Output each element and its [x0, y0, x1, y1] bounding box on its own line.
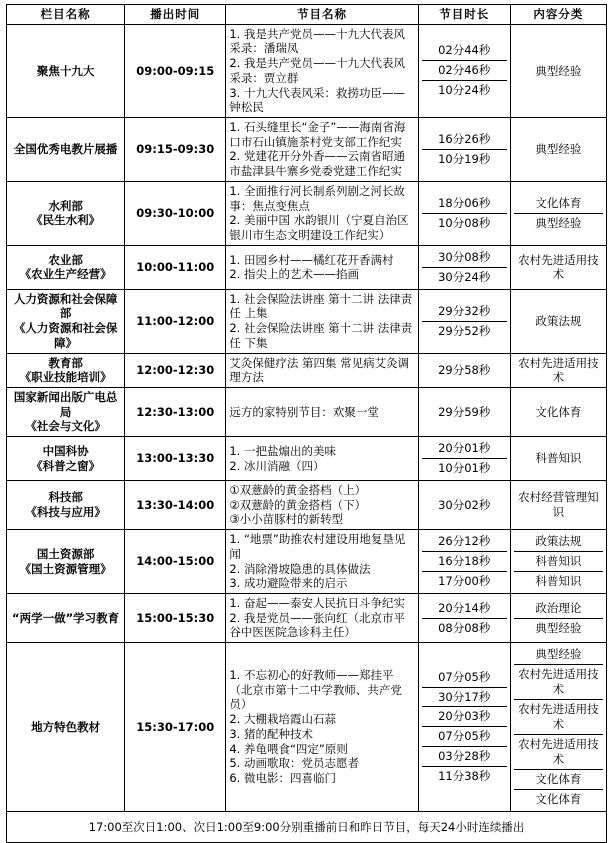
- program-title: 3. 成功避险带来的启示: [229, 576, 348, 591]
- program-duration: 07分05秒: [422, 726, 507, 746]
- program-titles: [226, 481, 418, 530]
- program-duration: 29分52秒: [422, 321, 507, 341]
- program-column-name-line: 《科技与应用》: [25, 505, 106, 520]
- program-durations: [418, 24, 510, 117]
- program-category: 文化体育: [514, 789, 603, 809]
- program-column-name-line: “两学一做”学习教育: [12, 610, 120, 625]
- program-duration: 20分01秒: [438, 441, 491, 456]
- program-title: 1. “地票”助推农村建设用地复垦见闻: [229, 532, 406, 561]
- program-durations: [418, 118, 510, 182]
- program-titles: [226, 289, 418, 353]
- program-column-name-line: 《科普之窗》: [31, 458, 101, 473]
- program-title: ③小小苗豚村的新转型: [229, 512, 344, 527]
- program-categories: 农村先进适用技术: [510, 353, 606, 387]
- program-title: 4. 养龟喂食“四定”原则: [229, 741, 348, 756]
- table-row: [7, 594, 607, 643]
- broadcast-time: 13:00-13:30: [125, 437, 226, 481]
- program-duration: 16分26秒: [438, 132, 491, 147]
- program-durations: 29分58秒: [418, 353, 510, 387]
- program-durations: [418, 289, 510, 353]
- table-row: [7, 481, 607, 530]
- program-duration: 20分14秒: [438, 600, 491, 615]
- broadcast-time: 10:00-11:00: [125, 245, 226, 289]
- program-titles: [226, 245, 418, 289]
- program-title: 5. 动画歌取：党员志愿者: [229, 756, 359, 771]
- program-column-name-line: 《农业生产经营》: [19, 267, 112, 282]
- broadcast-time: 09:15-09:30: [125, 118, 226, 182]
- program-title: 1. 一把盐煽出的美味: [229, 443, 336, 458]
- program-duration: 10分08秒: [422, 213, 507, 233]
- program-duration: 30分17秒: [422, 687, 507, 707]
- table-row: [7, 387, 607, 436]
- table-row: [7, 437, 607, 481]
- program-title: 6. 微电影：四喜临门: [229, 771, 336, 786]
- program-title: 1. 田园乡村——橘红花开香满村: [229, 252, 394, 267]
- program-category: 政治理论: [535, 600, 582, 615]
- program-durations: [418, 245, 510, 289]
- program-column-name-line: 国土资源部: [36, 546, 95, 561]
- program-title: 2. 大棚栽培霞山石蒜: [229, 712, 336, 727]
- rebroadcast-note: 17:00至次日1:00、次日1:00至9:00分别重播前日和昨日节目，每天24小时连续播出: [7, 811, 607, 842]
- program-column-name: [7, 289, 125, 353]
- program-column-name: [7, 530, 125, 594]
- program-title: 3. 十九大代表风采：救捞功臣——钟松民: [229, 85, 405, 115]
- program-categories: [510, 643, 606, 811]
- program-title: 2. 社会保险法讲座 第十二讲 法律责任 下集: [229, 321, 413, 350]
- broadcast-time: 09:30-10:00: [125, 181, 226, 245]
- broadcast-time: 09:00-09:15: [125, 24, 226, 117]
- broadcast-time: 13:30-14:00: [125, 481, 226, 530]
- program-title: 2. 冰川消融（四）: [229, 458, 325, 473]
- column-header-duration: 节目时长: [418, 5, 510, 25]
- column-header-name: 栏目名称: [7, 5, 125, 25]
- program-duration: 16分18秒: [422, 551, 507, 571]
- broadcast-time: 11:00-12:00: [125, 289, 226, 353]
- program-title: 1. 社会保险法讲座 第十二讲 法律责任 上集: [229, 291, 413, 321]
- program-titles: [226, 643, 418, 811]
- program-durations: [418, 181, 510, 245]
- program-column-name-line: 科技部: [48, 490, 83, 505]
- program-schedule-sheet: [6, 4, 607, 843]
- program-column-name-line: 地方特色教材: [31, 719, 101, 734]
- column-header-program: 节目名称: [226, 5, 418, 25]
- program-titles: [226, 353, 418, 387]
- program-duration: 10分24秒: [422, 80, 507, 100]
- program-column-name-line: 全国优秀电教片展播: [13, 142, 118, 157]
- program-column-name-line: 《职业技能培训》: [19, 370, 112, 385]
- program-title: 1. 不忘初心的好教师——郑挂平（北京市第十二中学教师、共产党员）: [229, 668, 402, 712]
- program-title: 3. 猪的配种技术: [229, 726, 313, 741]
- program-category: 农村先进适用技术: [514, 699, 603, 734]
- program-duration: 08分08秒: [422, 618, 507, 638]
- program-category: 农村先进适用技术: [514, 664, 603, 699]
- program-column-name-line: 农业部: [48, 252, 83, 267]
- table-row: [7, 353, 607, 387]
- program-column-name-line: 聚焦十九大: [36, 63, 95, 78]
- table-row: [7, 289, 607, 353]
- table-header: [7, 5, 607, 25]
- program-titles: [226, 181, 418, 245]
- table-row: [7, 643, 607, 811]
- program-column-name: [7, 245, 125, 289]
- table-footer-row: [7, 811, 607, 842]
- program-categories: 文化体育: [510, 387, 606, 436]
- program-title: 2. 党建花开分外香——云南省昭通市盐津县牛寨乡党委党建工作纪实: [229, 149, 405, 179]
- program-column-name: [7, 481, 125, 530]
- program-duration: 11分38秒: [422, 766, 507, 786]
- program-column-name-line: 中国科协: [42, 443, 89, 458]
- program-category: 典型经验: [514, 213, 603, 233]
- program-category: 典型经验: [535, 647, 582, 662]
- program-title: 2. 我是党员——张向红（北京市平谷中医医院急诊科主任）: [229, 610, 405, 640]
- program-column-name-line: 教育部: [48, 355, 83, 370]
- program-column-name: [7, 24, 125, 117]
- program-title: 1. 奋起——泰安人民抗日斗争纪实: [229, 596, 405, 611]
- program-duration: 02分46秒: [422, 60, 507, 80]
- column-header-time: 播出时间: [125, 5, 226, 25]
- program-column-name: [7, 387, 125, 436]
- program-category: 农村先进适用技术: [514, 734, 603, 769]
- program-duration: 17分00秒: [422, 571, 507, 591]
- program-column-name: [7, 353, 125, 387]
- program-durations: [418, 437, 510, 481]
- program-categories: [510, 530, 606, 594]
- program-title: 1. 全面推行河长制系列剧之河长故事：焦点变焦点: [229, 183, 405, 213]
- program-titles: [226, 437, 418, 481]
- program-column-name-line: 《人力资源和社会保障》: [13, 321, 118, 350]
- program-categories: 农村经营管理知识: [510, 481, 606, 530]
- program-categories: 典型经验: [510, 24, 606, 117]
- program-duration: 10分01秒: [422, 458, 507, 478]
- table-row: [7, 181, 607, 245]
- program-title: 2. 美丽中国 水韵银川（宁夏自治区银川市生态文明建设工作纪实）: [229, 213, 409, 243]
- program-category: 典型经验: [514, 618, 603, 638]
- program-title: ②双薏龄的黄金搭档（下）: [229, 497, 367, 512]
- broadcast-time: 15:00-15:30: [125, 594, 226, 643]
- program-category: 政策法规: [535, 534, 582, 549]
- program-column-name-line: 《社会与文化》: [25, 419, 106, 434]
- program-durations: [418, 594, 510, 643]
- program-column-name-line: 国家新闻出版广电总局: [13, 389, 118, 419]
- program-durations: [418, 643, 510, 811]
- program-column-name-line: 《民生水利》: [31, 213, 101, 228]
- program-category: 文化体育: [514, 769, 603, 789]
- program-categories: [510, 181, 606, 245]
- program-titles: [226, 118, 418, 182]
- program-duration: 03分28秒: [422, 746, 507, 766]
- program-categories: [510, 594, 606, 643]
- program-duration: 18分06秒: [438, 195, 491, 210]
- table-row: [7, 24, 607, 117]
- program-titles: [226, 387, 418, 436]
- program-durations: [418, 530, 510, 594]
- program-duration: 29分32秒: [438, 303, 491, 318]
- program-duration: 07分05秒: [438, 669, 491, 684]
- program-column-name: [7, 118, 125, 182]
- program-categories: 典型经验: [510, 118, 606, 182]
- program-title: 2. 消除滑坡隐患的具体做法: [229, 561, 371, 576]
- program-duration: 26分12秒: [438, 534, 491, 549]
- program-categories: 政策法规: [510, 289, 606, 353]
- program-column-name: [7, 181, 125, 245]
- program-duration: 10分19秒: [422, 149, 507, 169]
- schedule-table: [6, 4, 607, 843]
- program-duration: 30分08秒: [438, 249, 491, 264]
- table-body: [7, 24, 607, 842]
- program-titles: [226, 594, 418, 643]
- program-title: 2. 我是共产党员——十九大代表风采录：贾立群: [229, 56, 405, 85]
- program-column-name: [7, 437, 125, 481]
- table-row: [7, 118, 607, 182]
- program-title: ①双薏龄的黄金搭档（上）: [229, 483, 367, 497]
- program-categories: 农村先进适用技术: [510, 245, 606, 289]
- column-header-category: 内容分类: [510, 5, 606, 25]
- broadcast-time: 12:30-13:00: [125, 387, 226, 436]
- program-column-name-line: 水利部: [48, 198, 83, 213]
- broadcast-time: 14:00-15:00: [125, 530, 226, 594]
- program-category: 科普知识: [514, 551, 603, 571]
- program-duration: 02分44秒: [438, 43, 491, 58]
- broadcast-time: 12:00-12:30: [125, 353, 226, 387]
- program-duration: 30分24秒: [422, 267, 507, 287]
- broadcast-time: 15:30-17:00: [125, 643, 226, 811]
- program-titles: [226, 530, 418, 594]
- program-duration: 20分03秒: [422, 706, 507, 726]
- program-column-name-line: 人力资源和社会保障部: [13, 291, 118, 321]
- program-titles: [226, 24, 418, 117]
- program-title: 远方的家特别节目：欢聚一堂: [229, 404, 379, 419]
- program-categories: 科普知识: [510, 437, 606, 481]
- program-title: 艾灸保健疗法 第四集 常见病艾灸调理方法: [229, 355, 410, 385]
- header-row: [7, 5, 607, 25]
- program-category: 文化体育: [535, 195, 582, 210]
- program-column-name: [7, 594, 125, 643]
- program-category: 科普知识: [514, 571, 603, 591]
- program-durations: 29分59秒: [418, 387, 510, 436]
- program-column-name-line: 《国土资源管理》: [19, 561, 112, 576]
- program-title: 2. 指尖上的艺术——掐画: [229, 267, 359, 282]
- table-row: [7, 245, 607, 289]
- table-row: [7, 530, 607, 594]
- program-column-name: [7, 643, 125, 811]
- program-title: 1. 石头缝里长“金子”——海南省海口市石山镇施茶村党支部工作纪实: [229, 120, 406, 149]
- program-title: 1. 我是共产党员——十九大代表风采录：潘瑞凤: [229, 26, 405, 56]
- program-durations: 30分02秒: [418, 481, 510, 530]
